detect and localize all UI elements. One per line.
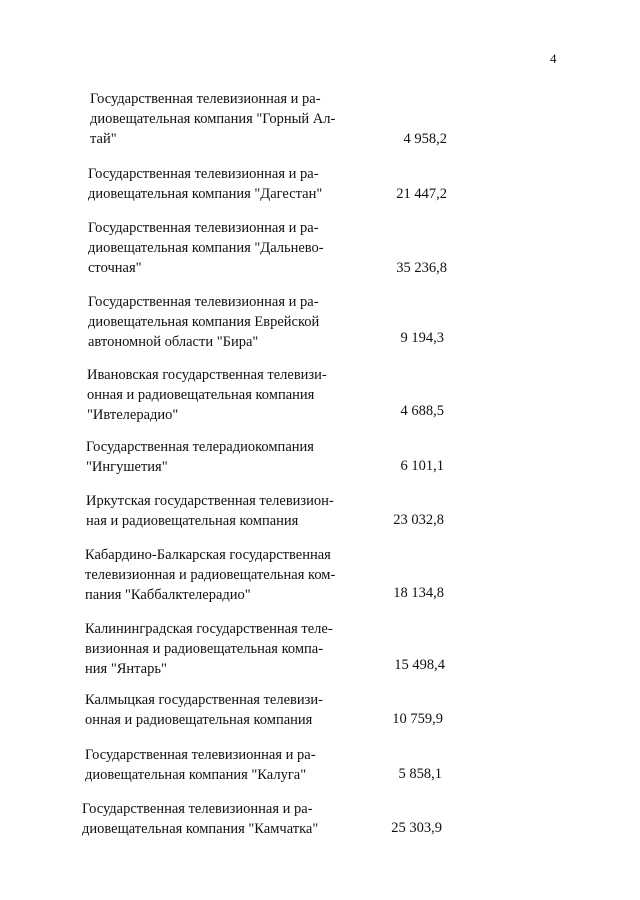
entry-name-line: телевизионная и радиовещательная ком- bbox=[85, 567, 336, 583]
entry-amount: 35 236,8 bbox=[396, 260, 447, 276]
entry-amount: 21 447,2 bbox=[396, 186, 447, 202]
entry-name-line: диовещательная компания "Дагестан" bbox=[88, 186, 323, 202]
entry-amount: 25 303,9 bbox=[391, 820, 442, 836]
entry-amount: 10 759,9 bbox=[392, 711, 443, 727]
entry-name-line: сточная" bbox=[88, 260, 142, 276]
entry-amount: 23 032,8 bbox=[393, 512, 444, 528]
entry-name-line: онная и радиовещательная компания bbox=[85, 712, 313, 728]
entry-name-line: Калмыцкая государственная телевизи- bbox=[85, 692, 323, 708]
entry-amount: 4 958,2 bbox=[403, 131, 447, 147]
entry-amount: 6 101,1 bbox=[400, 458, 444, 474]
entry-name-line: диовещательная компания "Дальнево- bbox=[88, 240, 324, 256]
entry-name bbox=[88, 292, 418, 352]
entry-amount: 18 134,8 bbox=[393, 585, 444, 601]
entry-name bbox=[85, 619, 415, 679]
entry-amount: 4 688,5 bbox=[400, 403, 444, 419]
entry-name-line: автономной области "Бира" bbox=[88, 334, 259, 350]
entry-name bbox=[85, 745, 415, 785]
entry-amount: 9 194,3 bbox=[400, 330, 444, 346]
entry-name bbox=[87, 365, 417, 425]
entry-name-line: визионная и радиовещательная компа- bbox=[85, 641, 324, 657]
entry-name-line: "Ивтелерадио" bbox=[87, 407, 179, 423]
entry-name-line: ная и радиовещательная компания bbox=[86, 513, 299, 529]
entry-name-line: онная и радиовещательная компания bbox=[87, 387, 315, 403]
entry-name-line: Государственная телевизионная и ра- bbox=[82, 801, 313, 817]
entry-name bbox=[86, 491, 416, 531]
entry-name-line: диовещательная компания "Горный Ал- bbox=[90, 111, 336, 127]
entry-name-line: ния "Янтарь" bbox=[85, 661, 167, 677]
entry-name bbox=[90, 89, 420, 149]
entry-name bbox=[88, 218, 418, 278]
entry-name bbox=[85, 545, 415, 605]
entry-name-line: Иркутская государственная телевизион- bbox=[86, 493, 334, 509]
entry-name-line: "Ингушетия" bbox=[86, 459, 168, 475]
entry-name-line: диовещательная компания "Калуга" bbox=[85, 767, 307, 783]
entry-name bbox=[85, 690, 415, 730]
entry-name-line: Государственная телевизионная и ра- bbox=[88, 220, 319, 236]
entry-name-line: диовещательная компания Еврейской bbox=[88, 314, 320, 330]
entry-name-line: Государственная телерадиокомпания bbox=[86, 439, 314, 455]
entry-name-line: Кабардино-Балкарская государственная bbox=[85, 547, 331, 563]
entry-name-line: Государственная телевизионная и ра- bbox=[88, 294, 319, 310]
entry-amount: 15 498,4 bbox=[394, 657, 445, 673]
entry-amount: 5 858,1 bbox=[398, 766, 442, 782]
entry-name-line: Государственная телевизионная и ра- bbox=[88, 166, 319, 182]
entry-name-line: Государственная телевизионная и ра- bbox=[85, 747, 316, 763]
entry-name bbox=[88, 164, 418, 204]
entry-name-line: Ивановская государственная телевизи- bbox=[87, 367, 327, 383]
entry-name-line: Калининградская государственная теле- bbox=[85, 621, 333, 637]
entry-name-line: Государственная телевизионная и ра- bbox=[90, 91, 321, 107]
page-number: 4 bbox=[550, 51, 557, 66]
entry-name-line: тай" bbox=[90, 131, 117, 147]
entry-name bbox=[82, 799, 412, 839]
entry-name-line: диовещательная компания "Камчатка" bbox=[82, 821, 319, 837]
entry-name bbox=[86, 437, 416, 477]
entry-name-line: пания "Каббалктелерадио" bbox=[85, 587, 251, 603]
